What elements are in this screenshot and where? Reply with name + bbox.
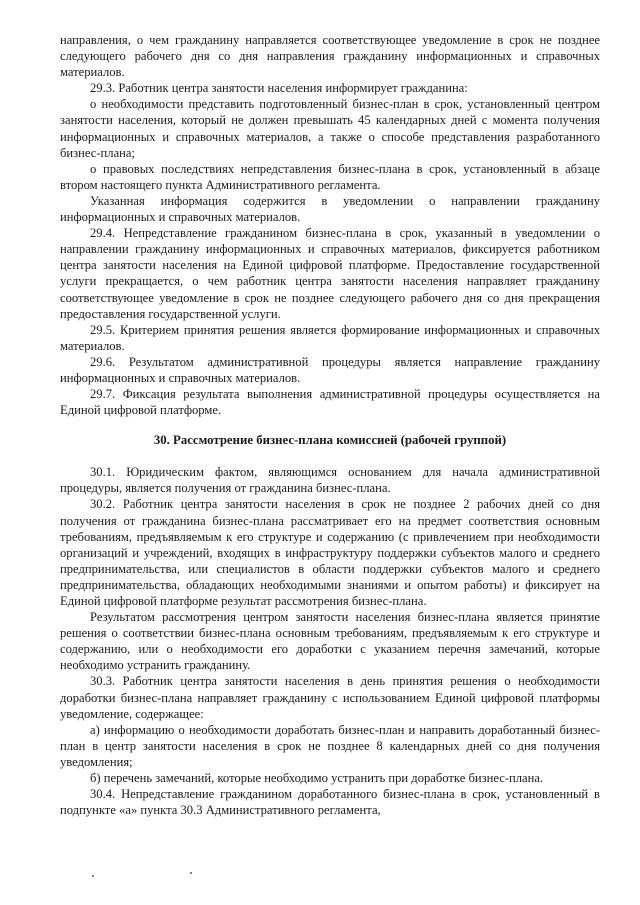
paragraph-p-29-5: 29.5. Критерием принятия решения является формирование информационных и справочных материалов. bbox=[60, 322, 600, 353]
paragraph-p-30-4: 30.4. Непредставление гражданином доработанного бизнес-плана в срок, установленный в подпункте «а» пункта 30.3 Административного регламента, bbox=[60, 787, 600, 818]
paragraph-p-30-3: 30.3. Работник центра занятости населения в день принятия решения о необходимости доработки бизнес-плана направляет гражданину с использованием Единой цифровой платформы уведомление, содержащее: bbox=[60, 674, 600, 721]
paragraph-p-29-6: 29.6. Результатом административной процедуры является направление гражданину информационных и справочных материалов. bbox=[60, 354, 600, 385]
paragraph-p-30-1: 30.1. Юридическим фактом, являющимся основанием для начала административной процедуры, является получения от гражданина бизнес-плана. bbox=[60, 465, 600, 496]
scan-speck bbox=[92, 875, 94, 877]
paragraph-p-30-3-b: б) перечень замечаний, которые необходимо устранить при доработке бизнес-плана. bbox=[90, 771, 544, 786]
scan-speck bbox=[190, 872, 192, 874]
paragraphs-section-30 bbox=[60, 464, 600, 818]
paragraph-p-29-3: 29.3. Работник центра занятости населения информирует гражданина: bbox=[90, 81, 468, 96]
paragraph-p-29-3-a: о необходимости представить подготовленный бизнес-план в срок, установленный центром занятости населения, который не должен превышать 45 календарных дней с момента получения информационных и справочных материалов, а также о способе представления разработанного бизнес-плана; bbox=[60, 97, 600, 160]
document-page bbox=[60, 32, 600, 818]
paragraph-p-29-4: 29.4. Непредставление гражданином бизнес-плана в срок, указанный в уведомлении о направлении гражданину информационных и справочных материалов, фиксируется работником центра занятости населения на Единой цифровой платформе. Предоставление государственной услуги прекращается, о чем работник центра занятости населения направляет гражданину соответствующее уведомление в срок не позднее следующего рабочего дня со дня прекращения предоставления государственной услуги. bbox=[60, 226, 600, 321]
paragraph-p-30-2: 30.2. Работник центра занятости населения в срок не позднее 2 рабочих дней со дня получения от гражданина бизнес-плана рассматривает его на предмет соответствия основным требованиям, предъявляемым к его структуре и содержанию (с привлечением при необходимости организаций и учреждений, входящих в инфраструктуру поддержки субъектов малого и среднего предпринимательства, или специалистов в области поддержки субъектов малого и среднего предпринимательства, обладающих необходимыми знаниями и опытом работы) и фиксирует на Единой цифровой платформе результат рассмотрения бизнес-плана. bbox=[60, 497, 600, 608]
paragraph-p-29-7: 29.7. Фиксация результата выполнения административной процедуры осуществляется на Единой цифровой платформе. bbox=[60, 387, 600, 418]
paragraph-p-29-3-c: Указанная информация содержится в уведомлении о направлении гражданину информационных и справочных материалов. bbox=[60, 193, 600, 225]
paragraph-p-29-3-b: о правовых последствиях непредставления бизнес-плана в срок, установленный в абзаце втором настоящего пункта Административного регламента. bbox=[60, 161, 600, 192]
paragraph-p-30-3-a: а) информацию о необходимости доработать бизнес-план и направить доработанный бизнес-план в центр занятости населения в срок не позднее 8 календарных дней со дня получения уведомления; bbox=[60, 722, 600, 769]
paragraphs-section-29 bbox=[60, 32, 600, 418]
paragraph-p-30-2-b: Результатом рассмотрения центром занятости населения бизнес-плана является принятие решения о соответствии бизнес-плана основным требованиям, предъявляемым к его структуре и содержанию, или о необходимости его доработки с указанием перечня замечаний, которые необходимо устранить гражданину. bbox=[60, 610, 600, 673]
paragraph-p-cont: направления, о чем гражданину направляется соответствующее уведомление в срок не позднее следующего рабочего дня со дня направления гражданину информационных и справочных материалов. bbox=[60, 33, 600, 80]
section-heading: 30. Рассмотрение бизнес-плана комиссией (рабочей группой) bbox=[153, 433, 507, 448]
